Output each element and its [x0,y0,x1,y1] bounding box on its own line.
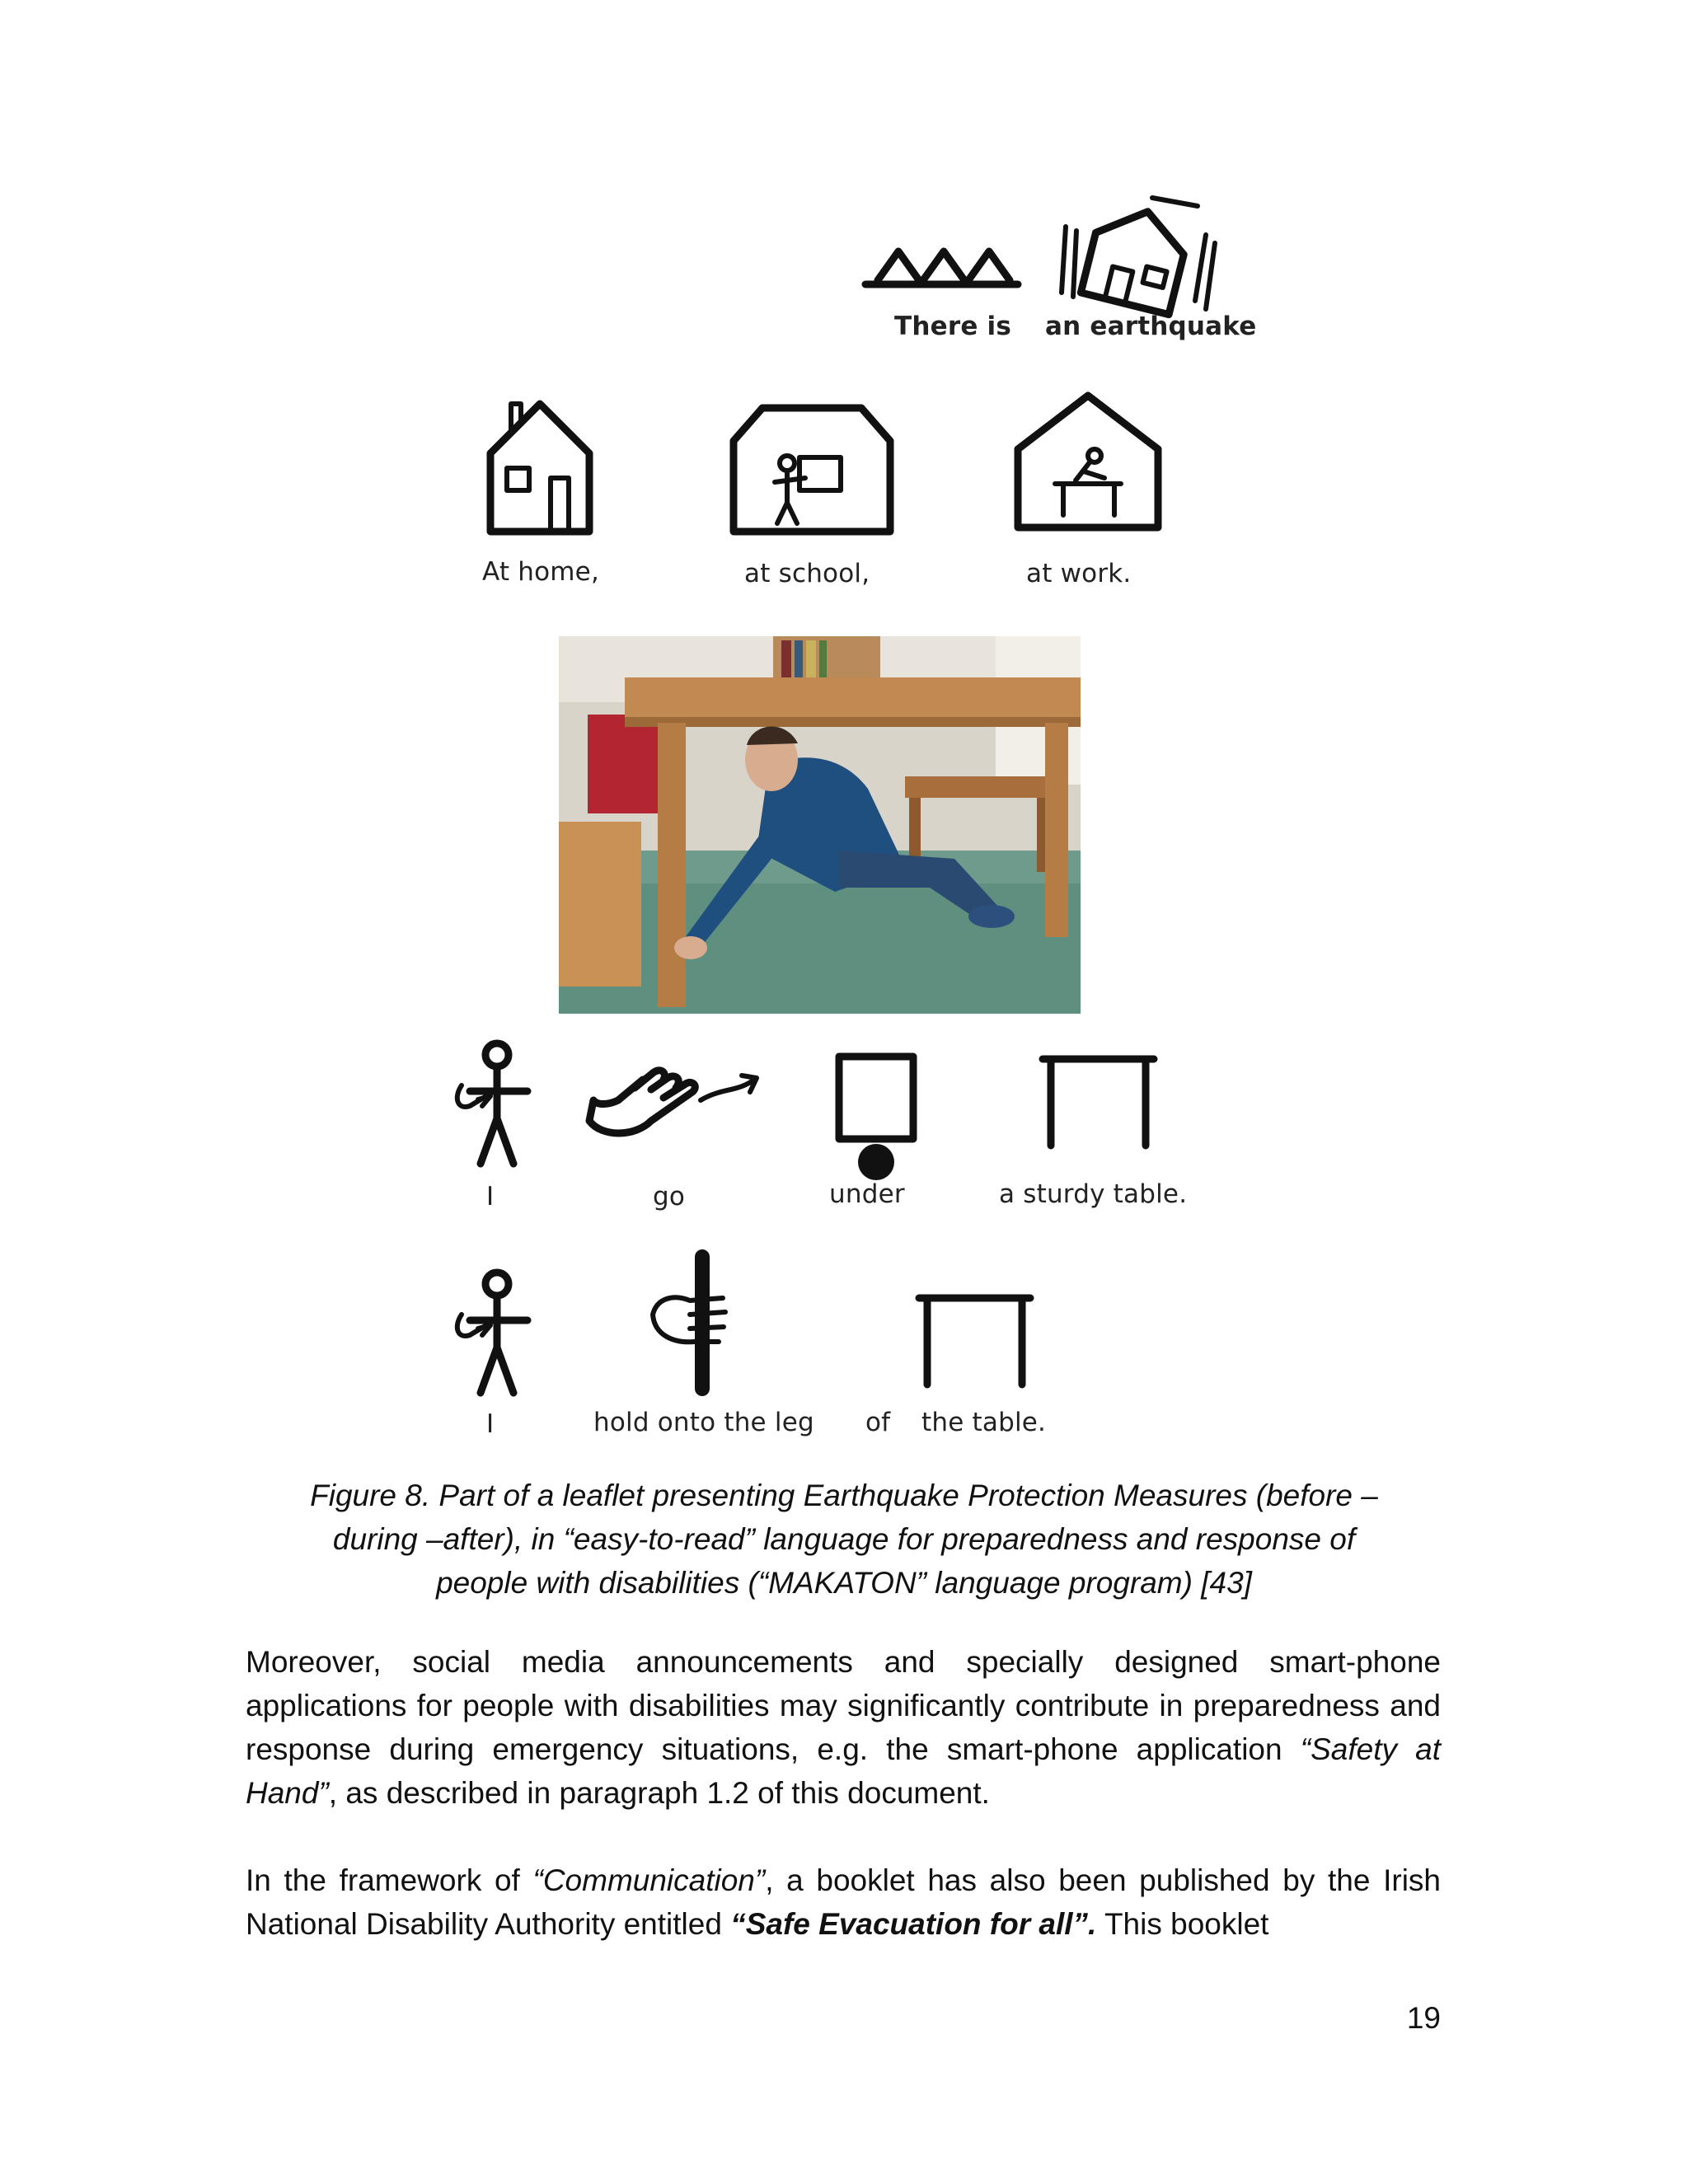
figure-caption [239,1474,1449,1605]
paragraph-1-text-a: Moreover, social media announcements and specially designed smart-phone applications for people with disabilities may significantly contribute in preparedness and response during emergency situations, e.g. the smart-phone application [246,1645,1441,1766]
paragraph-social-media [246,1640,1441,1815]
school-icon [729,404,894,536]
person-self-icon [449,1040,532,1172]
booklet-title: “Safe Evacuation for all”. [730,1907,1097,1941]
table-icon [1034,1051,1162,1150]
home-icon [486,396,593,536]
label-earthquake: an earthquake [1045,312,1257,341]
label-hold-onto-leg: hold onto the leg [593,1408,814,1437]
label-at-home: At home, [482,557,600,587]
mountains-symbol-icon [861,243,1022,293]
label-go: go [653,1182,686,1212]
label-at-work: at work. [1026,559,1132,588]
label-under: under [829,1179,905,1209]
paragraph-communication [246,1858,1441,1946]
paragraph-1-text-b: , as described in paragraph 1.2 of this document. [328,1776,990,1810]
label-sturdy-table: a sturdy table. [999,1179,1188,1209]
paragraph-2-text-a: In the framework of [246,1863,533,1897]
label-the-table: the table. [921,1408,1047,1437]
caption-line-3: people with disabilities (“MAKATON” language program) [43] [436,1566,1252,1600]
table-icon [911,1290,1039,1389]
hand-go-icon [585,1055,767,1146]
page-number: 19 [1406,2001,1441,2035]
shaking-house-icon [1053,194,1218,317]
under-icon [831,1048,921,1184]
caption-line-1: Figure 8. Part of a leaflet presenting Earthquake Protection Measures (before – [310,1479,1378,1512]
hand-hold-pole-icon [645,1253,735,1393]
label-there-is: There is [894,312,1012,341]
term-communication: “Communication” [532,1863,766,1897]
photo-man-under-table [559,636,1081,1014]
paragraph-2-text-b: , a booklet has also been published by the Irish National Disability Authority entitled [246,1863,1441,1941]
workplace-icon [1014,391,1162,532]
app-name-safety-at-hand: “Safety at Hand” [246,1732,1442,1810]
paragraph-2-text-c: This booklet [1096,1907,1269,1941]
person-self-icon [449,1269,532,1401]
caption-line-2: during –after), in “easy-to-read” language for preparedness and response of [332,1522,1356,1556]
label-at-school: at school, [744,559,870,588]
label-of: of [865,1408,891,1437]
label-i: I [486,1182,495,1212]
label-i-2: I [486,1409,495,1439]
